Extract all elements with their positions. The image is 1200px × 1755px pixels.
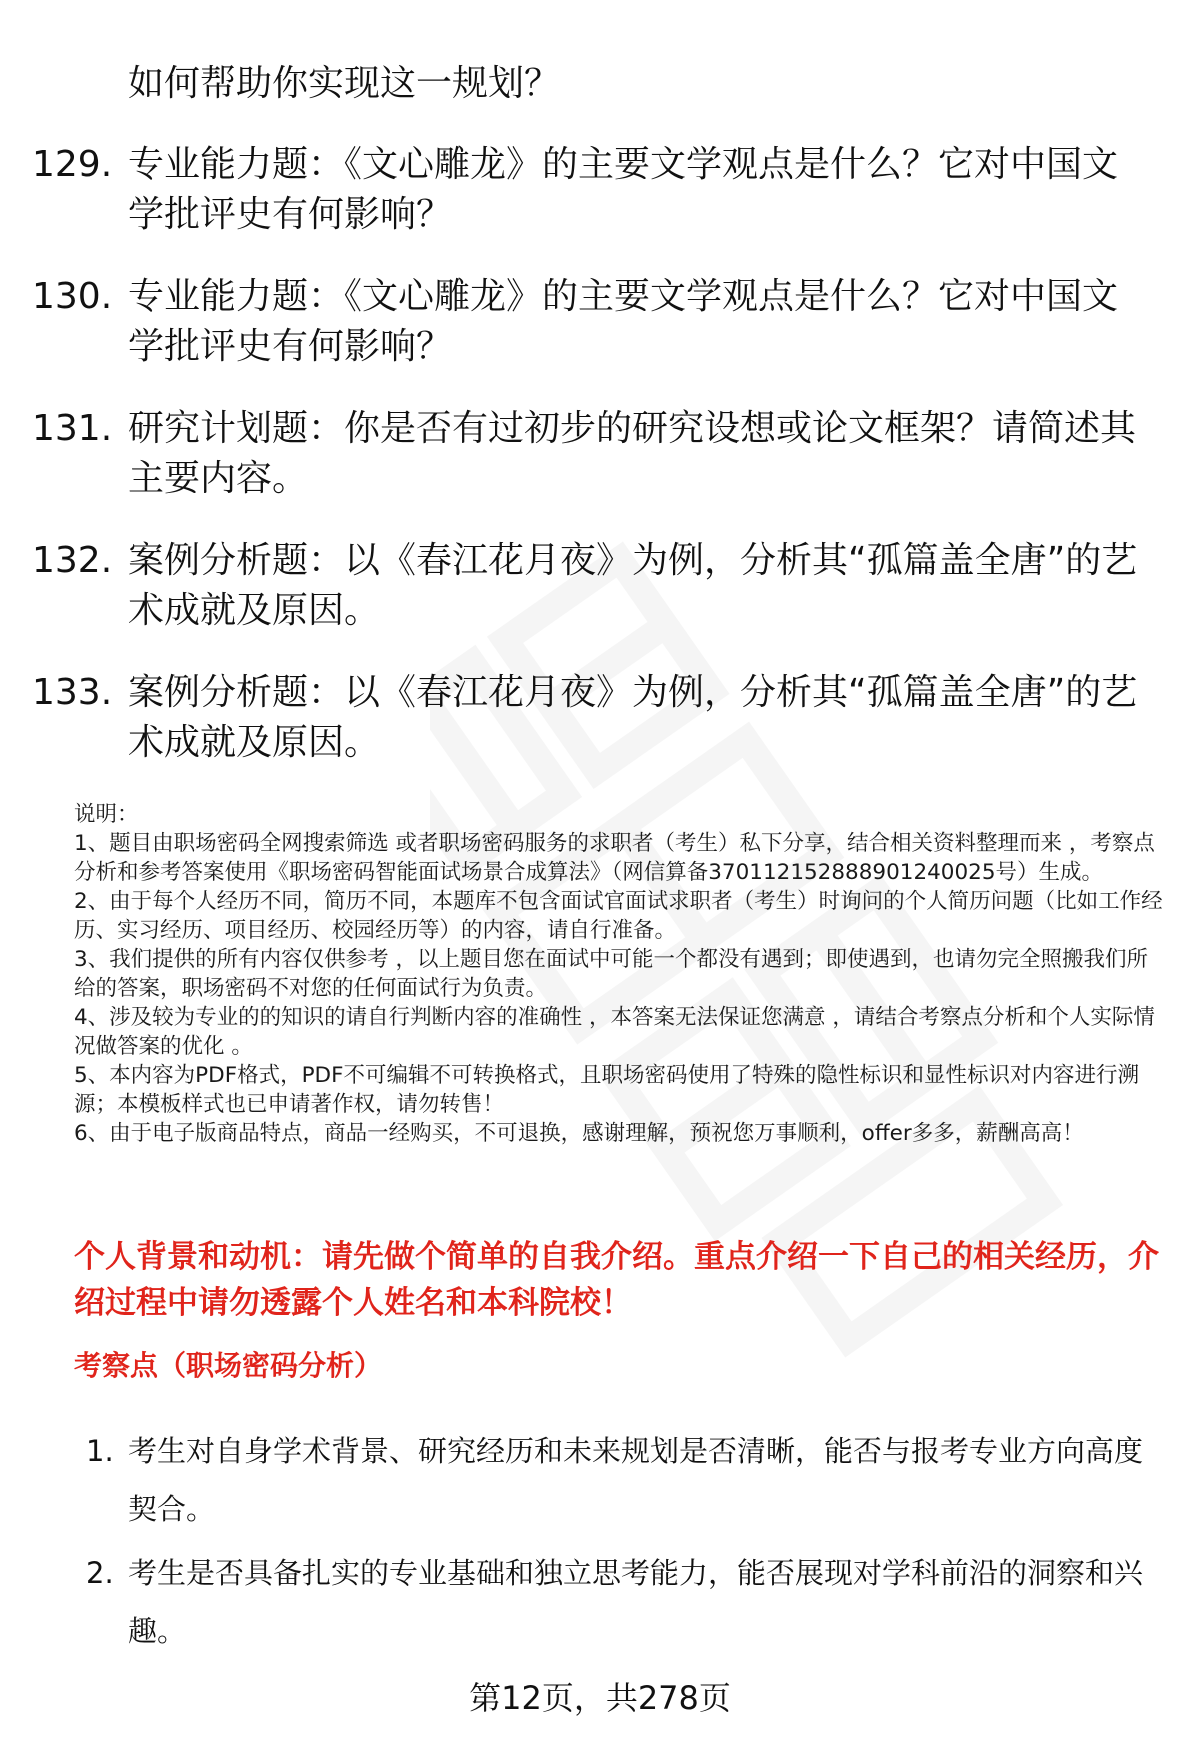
analysis-point — [0, 1544, 1200, 1666]
analysis-point-number: 1. — [86, 1434, 114, 1468]
note-item: 2、由于每个人经历不同，简历不同，本题库不包含面试官面试求职者（考生）时询问的个人简历问题（比如工作经历、实习经历、项目经历、校园经历等）的内容，请自行准备。 — [74, 889, 1163, 943]
note-item: 3、我们提供的所有内容仅供参考 ，以上题目您在面试中可能一个都没有遇到；即使遇到，也请勿完全照搬我们所给的答案，职场密码不对您的任何面试行为负责。 — [74, 947, 1149, 1001]
question-item — [0, 668, 1200, 800]
question-number: 133. — [32, 672, 113, 713]
question-text: 专业能力题：《文心雕龙》的主要文学观点是什么？它对中国文学批评史有何影响？ — [128, 144, 1119, 235]
page-number-footer: 第12页，共278页 — [469, 1679, 731, 1717]
question-list — [0, 140, 1200, 800]
question-text: 专业能力题：《文心雕龙》的主要文学观点是什么？它对中国文学批评史有何影响？ — [128, 276, 1119, 367]
question-number: 129. — [32, 144, 113, 185]
analysis-point-number: 2. — [86, 1556, 114, 1590]
analysis-point-text: 考生对自身学术背景、研究经历和未来规划是否清晰，能否与报考专业方向高度契合。 — [128, 1434, 1144, 1526]
analysis-point-list — [0, 1422, 1200, 1666]
analysis-point — [0, 1422, 1200, 1544]
note-item: 1、题目由职场密码全网搜索筛选 或者职场密码服务的求职者（考生）私下分享，结合相关资料整理而来 ，考察点分析和参考答案使用《职场密码智能面试场景合成算法》（网信算备370112152888901240025号）生成。 — [74, 831, 1155, 885]
notes-section — [74, 800, 1164, 1148]
background-question-heading: 个人背景和动机：请先做个简单的自我介绍。重点介绍一下自己的相关经历，介绍过程中请勿透露个人姓名和本科院校！ — [74, 1239, 1159, 1321]
question-text: 研究计划题：你是否有过初步的研究设想或论文框架？请简述其主要内容。 — [128, 408, 1137, 499]
analysis-point-text: 考生是否具备扎实的专业基础和独立思考能力，能否展现对学科前沿的洞察和兴趣。 — [128, 1556, 1144, 1648]
question-number: 131. — [32, 408, 113, 449]
notes-title: 说明： — [74, 802, 139, 827]
question-continuation: 如何帮助你实现这一规划？ — [128, 63, 561, 104]
question-item — [0, 536, 1200, 668]
question-item — [0, 272, 1200, 404]
note-item: 5、本内容为PDF格式，PDF不可编辑不可转换格式，且职场密码使用了特殊的隐性标识和显性标识对内容进行溯源；本模板样式也已申请著作权，请勿转售！ — [74, 1063, 1139, 1117]
question-item — [0, 404, 1200, 536]
note-item: 6、由于电子版商品特点，商品一经购买，不可退换，感谢理解，预祝您万事顺利，offer多多，薪酬高高！ — [74, 1121, 1084, 1146]
note-item: 4、涉及较为专业的的知识的请自行判断内容的准确性 ，本答案无法保证您满意 ，请结合考察点分析和个人实际情况做答案的优化 。 — [74, 1005, 1155, 1059]
question-text: 案例分析题：以《春江花月夜》为例，分析其“孤篇盖全唐”的艺术成就及原因。 — [128, 672, 1138, 763]
question-item — [0, 140, 1200, 272]
question-number: 132. — [32, 540, 113, 581]
analysis-heading: 考察点（职场密码分析） — [74, 1349, 383, 1382]
question-text: 案例分析题：以《春江花月夜》为例，分析其“孤篇盖全唐”的艺术成就及原因。 — [128, 540, 1138, 631]
question-number: 130. — [32, 276, 113, 317]
